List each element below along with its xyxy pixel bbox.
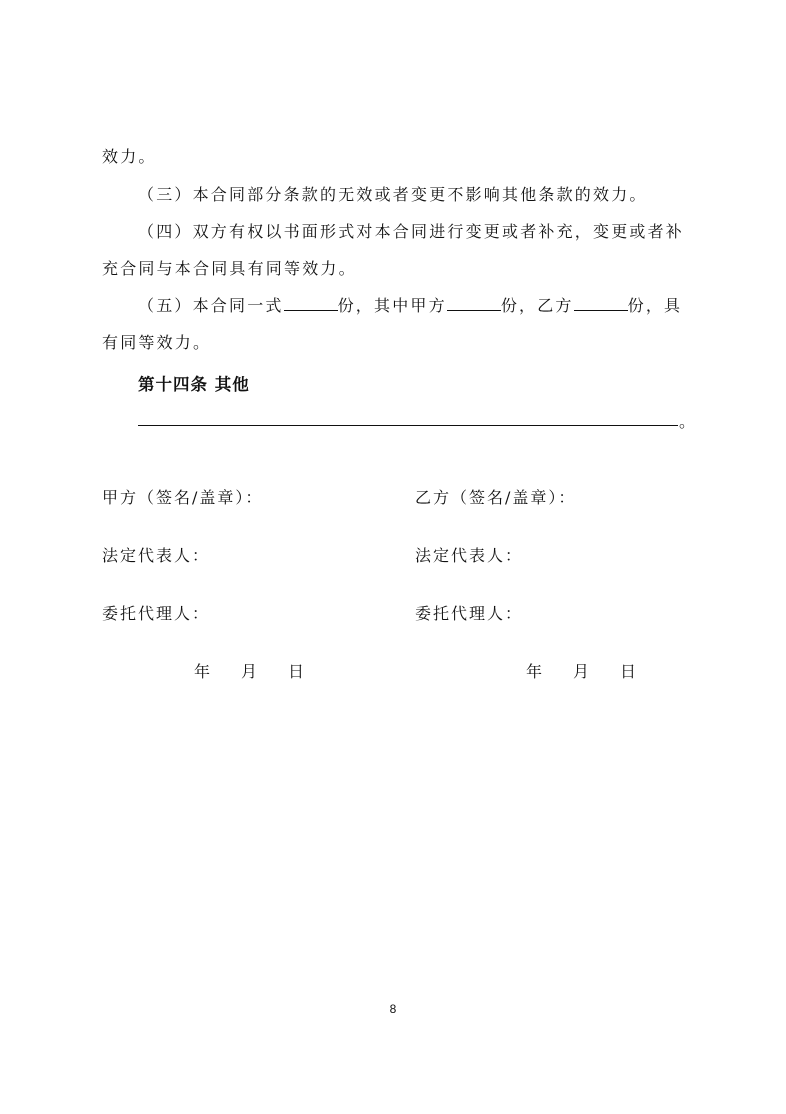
page-number: 8 (389, 1002, 397, 1016)
clause-4-line-1: （四）双方有权以书面形式对本合同进行变更或者补充，变更或者补 (138, 222, 685, 241)
blank-total-copies[interactable] (284, 296, 338, 311)
clause-3: （三）本合同部分条款的无效或者变更不影响其他条款的效力。 (138, 185, 648, 204)
clause-5-text-copies: （五）本合同一式 (138, 296, 284, 315)
party-b-month-label: 月 (573, 662, 590, 681)
clause-5-line-2: 有同等效力。 (102, 333, 212, 352)
party-b-day-label: 日 (620, 662, 637, 681)
article-14-fill-line[interactable] (138, 425, 678, 426)
party-a-month-label: 月 (241, 662, 258, 681)
party-a-rep-label: 法定代表人： (102, 546, 211, 565)
party-b-rep-label: 法定代表人： (415, 546, 524, 565)
party-b-year-label: 年 (526, 662, 543, 681)
blank-party-a-copies[interactable] (447, 296, 501, 311)
clause-5-text-end: 份，具 (627, 296, 683, 315)
blank-party-b-copies[interactable] (574, 296, 628, 311)
party-b-sign-label: 乙方（签名/盖章）： (415, 488, 577, 507)
party-a-year-label: 年 (194, 662, 211, 681)
clause-4-line-2: 充合同与本合同具有同等效力。 (102, 259, 357, 278)
article-14-heading: 第十四条 其他 (138, 375, 250, 394)
clause-5-text-party-b: 份，乙方 (500, 296, 574, 315)
party-a-sign-label: 甲方（签名/盖章）： (102, 488, 264, 507)
paragraph-continuation: 效力。 (102, 147, 157, 166)
party-b-agent-label: 委托代理人： (415, 604, 524, 623)
clause-5-text-party-a: 份，其中甲方 (337, 296, 447, 315)
clause-5-line-1 (138, 296, 682, 316)
party-a-date (194, 662, 304, 682)
article-14-terminator: 。 (679, 412, 696, 431)
party-a-agent-label: 委托代理人： (102, 604, 211, 623)
party-a-day-label: 日 (288, 662, 305, 681)
party-b-date (526, 662, 636, 682)
